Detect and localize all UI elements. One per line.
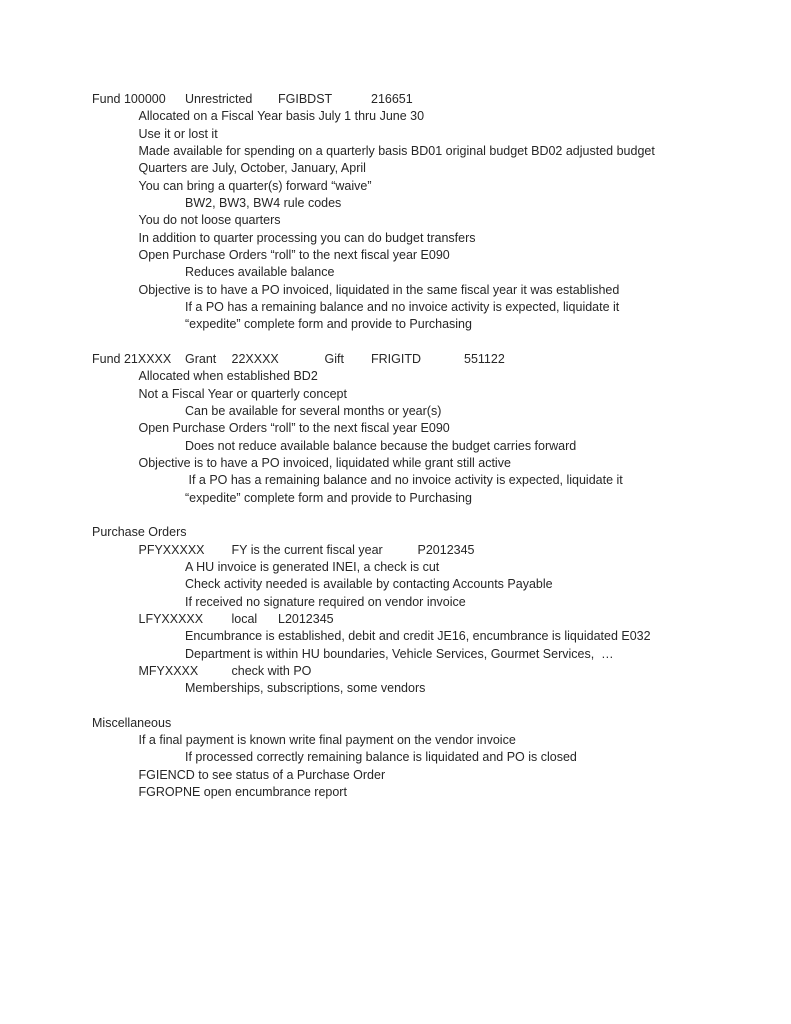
document-line: Objective is to have a PO invoiced, liquidated while grant still active [92, 455, 511, 470]
document-line: Open Purchase Orders “roll” to the next fiscal year E090 [92, 421, 450, 436]
document-line: Objective is to have a PO invoiced, liquidated in the same fiscal year it was established [92, 282, 620, 297]
document-line: Encumbrance is established, debit and credit JE16, encumbrance is liquidated E032 [92, 629, 651, 644]
document-line: Allocated on a Fiscal Year basis July 1 thru June 30 [92, 109, 425, 124]
document-line: “expedite” complete form and provide to Purchasing [92, 317, 472, 332]
document-line: Quarters are July, October, January, April [92, 161, 366, 176]
document-line: PFYXXXXX FY is the current fiscal year P2012345 [92, 542, 475, 557]
document-line: Made available for spending on a quarterly basis BD01 original budget BD02 adjusted budget [92, 143, 655, 158]
document-line: FGIENCD to see status of a Purchase Order [92, 767, 386, 782]
document-line: FGROPNE open encumbrance report [92, 785, 347, 800]
document-line: Miscellaneous [92, 715, 172, 730]
document-line: LFYXXXXX local L2012345 [92, 611, 334, 626]
document-line: Fund 21XXXX Grant 22XXXX Gift FRIGITD 551122 [92, 351, 505, 366]
document-line: If processed correctly remaining balance is liquidated and PO is closed [92, 750, 577, 765]
document-line: A HU invoice is generated INEI, a check is cut [92, 559, 440, 574]
document-line: Does not reduce available balance because the budget carries forward [92, 438, 577, 453]
document-line: MFYXXXX check with PO [92, 663, 312, 678]
section-fund-21xxxx [92, 351, 791, 507]
document-line: BW2, BW3, BW4 rule codes [92, 195, 342, 210]
document-line: Memberships, subscriptions, some vendors [92, 681, 426, 696]
document-line: If received no signature required on vendor invoice [92, 594, 466, 609]
document-line: Check activity needed is available by contacting Accounts Payable [92, 577, 553, 592]
document-line: If a PO has a remaining balance and no invoice activity is expected, liquidate it [92, 299, 620, 314]
document-line: In addition to quarter processing you can do budget transfers [92, 230, 476, 245]
section-purchase-orders [92, 524, 791, 697]
document-line: Use it or lost it [92, 126, 218, 141]
document-line: Open Purchase Orders “roll” to the next fiscal year E090 [92, 247, 450, 262]
document-line: “expedite” complete form and provide to Purchasing [92, 490, 472, 505]
document-line: Department is within HU boundaries, Vehicle Services, Gourmet Services, … [92, 646, 614, 661]
document-line: Fund 100000 Unrestricted FGIBDST 216651 [92, 92, 413, 106]
document-line: Purchase Orders [92, 525, 187, 540]
section-fund-100000 [92, 91, 791, 334]
document-content [92, 91, 791, 801]
section-miscellaneous [92, 715, 791, 802]
document-line: Allocated when established BD2 [92, 369, 318, 384]
document-line: If a PO has a remaining balance and no invoice activity is expected, liquidate it [92, 473, 623, 488]
document-line: Reduces available balance [92, 265, 335, 280]
document-line: If a final payment is known write final payment on the vendor invoice [92, 733, 516, 748]
document-line: You do not loose quarters [92, 213, 281, 228]
document-line: You can bring a quarter(s) forward “waive” [92, 178, 372, 193]
document-line: Can be available for several months or year(s) [92, 403, 442, 418]
document-line: Not a Fiscal Year or quarterly concept [92, 386, 347, 401]
